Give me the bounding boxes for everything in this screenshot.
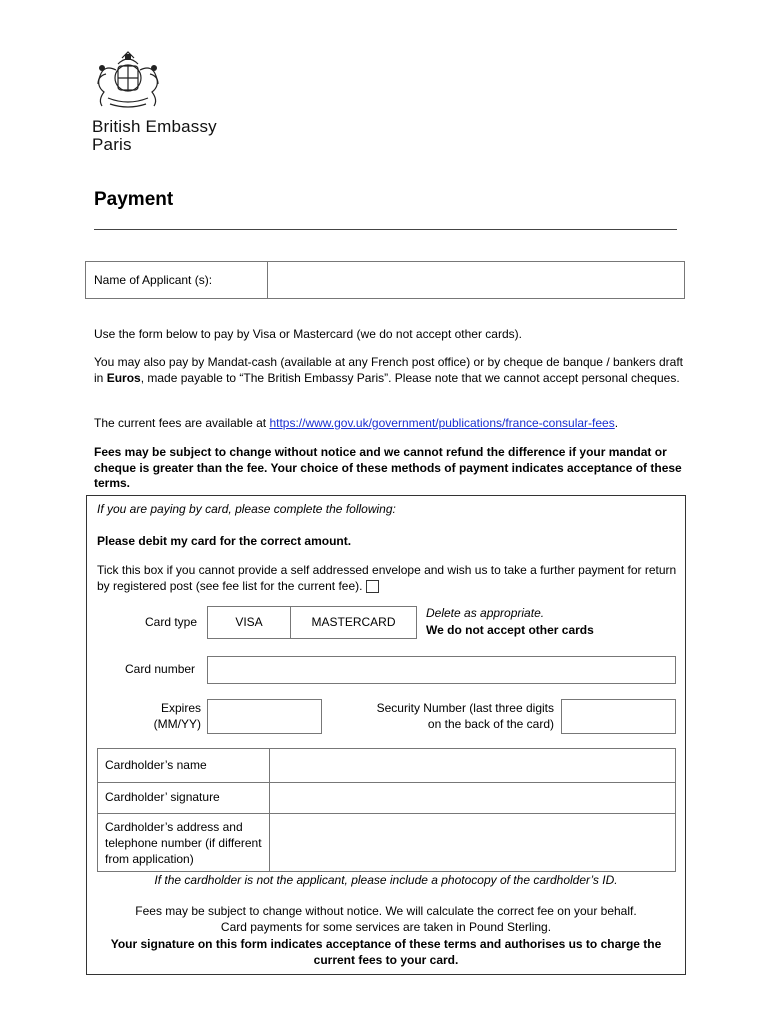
intro-p3-end: . <box>614 416 619 430</box>
card-type-label: Card type <box>145 615 198 629</box>
sterling-note: Card payments for some services are taken in Pound Sterling. <box>220 920 552 934</box>
applicant-name-input[interactable] <box>268 262 684 298</box>
visa-option[interactable] <box>207 606 291 639</box>
debit-instruction: Please debit my card for the correct amount. <box>97 534 352 548</box>
expiry-date-input[interactable] <box>207 699 322 734</box>
title-divider <box>94 229 677 230</box>
cardholder-row-divider-2 <box>98 813 675 814</box>
cardholder-row-divider-1 <box>98 782 675 783</box>
mastercard-label: MASTERCARD <box>311 615 396 629</box>
cardholder-table-divider <box>269 749 270 871</box>
expires-label-line-2: (MM/YY) <box>153 717 201 731</box>
signature-acceptance-note: Your signature on this form indicates acceptance of these terms and authorises us to charge the current fees to your card. <box>110 937 662 967</box>
cardholder-name-input[interactable] <box>271 750 674 781</box>
security-number-label <box>330 700 554 732</box>
card-number-label: Card number <box>125 662 196 676</box>
applicant-label-cell <box>86 262 268 298</box>
intro-p2-bold: Euros <box>106 370 141 385</box>
applicant-table <box>85 261 685 299</box>
org-name <box>92 118 217 154</box>
mastercard-option[interactable] <box>290 606 417 639</box>
intro-p2-text-a: You may also pay by Mandat-cash (available at any French post office) or by cheque de banque / bankers draft in <box>94 355 684 385</box>
cardholder-signature-input[interactable] <box>271 784 674 812</box>
visa-label: VISA <box>235 615 263 629</box>
tick-box-instruction <box>97 562 677 594</box>
no-other-cards-note: We do not accept other cards <box>426 623 594 637</box>
security-number-input[interactable] <box>561 699 676 734</box>
cardholder-table <box>97 748 676 872</box>
intro-p2-text-b: , made payable to “The British Embassy Paris”. Please note that we cannot accept personal cheques. <box>140 370 680 385</box>
royal-coat-of-arms-logo <box>88 50 168 112</box>
intro-paragraph-2 <box>94 355 684 386</box>
consular-fees-link[interactable]: https://www.gov.uk/government/publications/france-consular-fees <box>269 416 615 430</box>
cardholder-name-label: Cardholder’s name <box>105 758 207 772</box>
intro-p3-text: The current fees are available at <box>94 416 270 430</box>
cardholder-signature-label: Cardholder’ signature <box>105 790 220 804</box>
security-label-line-2: on the back of the card) <box>427 717 554 731</box>
intro-paragraph-1: Use the form below to pay by Visa or Mastercard (we do not accept other cards). <box>94 327 522 341</box>
delete-note: Delete as appropriate. <box>426 606 545 620</box>
intro-paragraph-4: Fees may be subject to change without notice and we cannot refund the difference if your mandat or cheque is greater than the fee. Your choice of these methods of payment indicates acceptance of these terms. <box>94 445 682 490</box>
intro-paragraph-3 <box>94 416 684 432</box>
page-title: Payment <box>94 189 174 210</box>
return-post-checkbox[interactable] <box>366 580 379 593</box>
applicant-label: Name of Applicant (s): <box>94 273 213 287</box>
org-line-1: British Embassy <box>92 117 217 136</box>
org-line-2: Paris <box>92 135 132 154</box>
expires-label-line-1: Expires <box>160 701 201 715</box>
fees-change-note: Fees may be subject to change without notice. We will calculate the correct fee on your behalf. <box>135 904 637 918</box>
tick-box-text: Tick this box if you cannot provide a self addressed envelope and wish us to take a further payment for return by registered post (see fee list for the current fee). <box>97 563 677 593</box>
card-section-intro: If you are paying by card, please complete the following: <box>97 502 396 516</box>
photocopy-note: If the cardholder is not the applicant, please include a photocopy of the cardholder’s ID. <box>154 873 618 887</box>
cardholder-address-input[interactable] <box>271 815 674 871</box>
cardholder-address-label: Cardholder’s address and telephone number (if different from application) <box>105 820 262 866</box>
security-label-line-1: Security Number (last three digits <box>376 701 554 715</box>
card-number-input[interactable] <box>207 656 676 684</box>
expires-label <box>120 700 201 732</box>
